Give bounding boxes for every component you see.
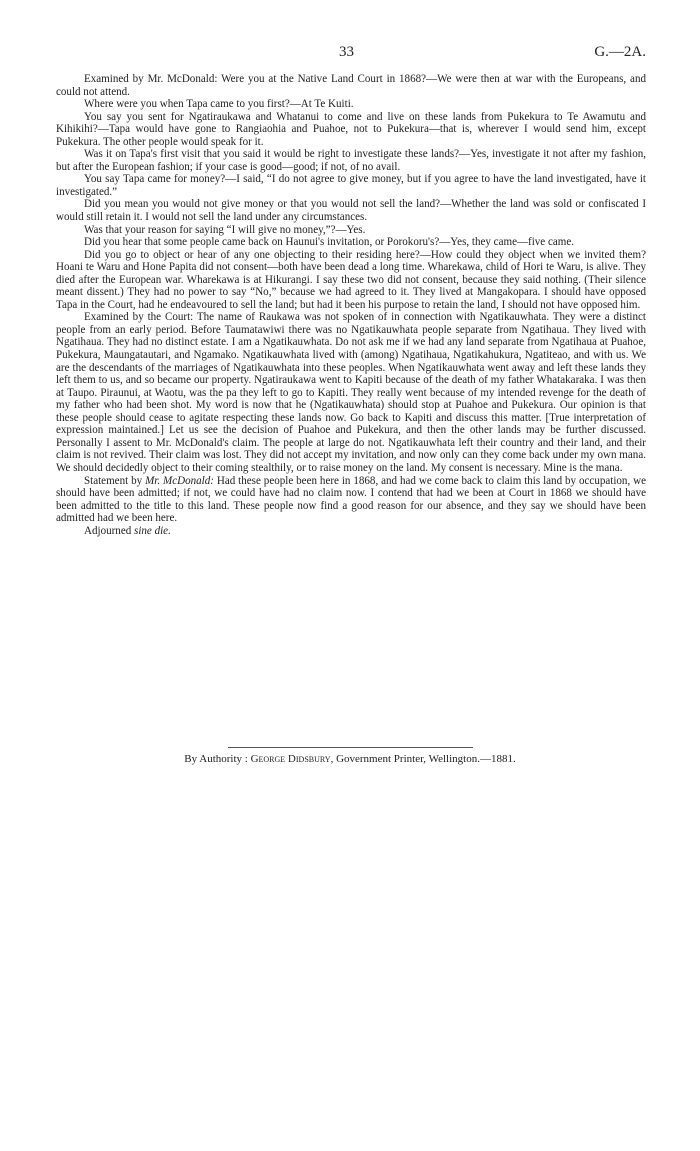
paragraph (56, 525, 646, 538)
paragraph (56, 148, 646, 173)
paragraph-text: Examined by Mr. McDonald: Were you at the Native Land Court in 1868?—We were then at war with the Europeans, and could not attend. (56, 73, 646, 98)
document-reference: G.—2A. (594, 44, 646, 60)
paragraph-text: Examined by the Court: The name of Raukawa was not spoken of in connection with Ngatikauwhata. They were a distinct people from an early period. Before Taumatawiwi there was no Ngatikauwhata people separate from Ngatihaua. They lived with Ngatihaua. They had no distinct estate. I am a Ngatikauwhata. Do not ask me if we had any land separate from Ngatihaua at Puahoe, Pukekura, Maungatautari, and Ngamako. Ngatikauwhata lived with (among) Ngatihaua, Ngatikahukura, Ngatiteao, and with us. We are the descendants of the marriages of Ngatikauwhata into these peoples. When Ngatikauwhata went away and left these lands they left them to us, and so became our property. Ngatiraukawa went to Kapiti because of the death of my father Whatakaraka. I was then at Taupo. Piraunui, at Waotu, was the pa they left to go to Kapiti. They really went because of my intended revenge for the death of my father who had been shot. My word is now that he (Ngatikauwhata) should stop at Puahoe and Pukekura. Our opinion is that these people should cease to agitate respecting these lands now. Go back to Kapiti and discuss this matter. [True interpretation of expression maintained.] Let us see the decision of Puahoe and Pukekura, and then the other lands may be further discussed. Personally I assent to Mr. McDonald's claim. The people at large do not. Ngatikauwhata left their country and their land, and their claim is not revived. Their claim was lost. They did not accept my invitation, and now only can they come back under my own mana. We should decidedly object to their coming stealthily, or to raise money on the land. My consent is necessary. Mine is the mana. (56, 311, 646, 474)
paragraph (56, 73, 646, 98)
paragraph-text: Where were you when Tapa came to you first?—At Te Kuiti. (84, 98, 354, 111)
imprint-prefix: By Authority : (184, 753, 251, 765)
paragraph (56, 98, 646, 111)
emphasis-text: Mr. McDonald: (145, 474, 214, 487)
paragraph-text: Was it on Tapa's first visit that you said it would be right to investigate these lands?—Yes, investigate it not after my fashion, but after the European fashion; if your case is good—good; if not, of no avail. (56, 148, 646, 173)
paragraph-text: Was that your reason for saying “I will give no money,”?—Yes. (84, 223, 366, 236)
body-text (56, 73, 646, 537)
imprint-suffix: , Government Printer, Wellington.—1881. (330, 753, 516, 765)
paragraph-text: Did you go to object or hear of any one objecting to their residing here?—How could they object when we invited them? Hoani te Waru and Hone Papita did not consent—both have been dead a long time. Wharekawa, child of Hori te Waru, is alive. They died after the European war. Wharekawa is at Hikurangi. I say these two did not consent, because they said nothing. (Their silence meant dissent.) They had no power to say “No,” because we had agreed to it. They lived at Mangakopara. I should have opposed Tapa in the Court, had he endeavoured to sell the land; but had it been his purpose to retain the land, I should not have opposed him. (56, 248, 646, 311)
page-header (0, 44, 700, 64)
paragraph-text: You say you sent for Ngatiraukawa and Whatanui to come and live on these lands from Pukekura to Te Awamutu and Kihikihi?—Tapa would have gone to Rangiaohia and Puahoe, not to Pukekura—that is, wherever I would send him, except Pukekura. The other people would speak for it. (56, 110, 646, 148)
paragraph-text: Did you hear that some people came back on Haunui's invitation, or Porokoru's?—Yes, they came—five came. (84, 236, 575, 249)
paragraph (56, 236, 646, 249)
paragraph (56, 198, 646, 223)
page-number: 33 (339, 44, 354, 60)
paragraph-text: You say Tapa came for money?—I said, “I do not agree to give money, but if you agree to have the land investigated, have it investigated.” (56, 173, 646, 198)
footer-rule (228, 747, 473, 748)
paragraph (56, 475, 646, 525)
paragraph (56, 311, 646, 474)
paragraph-text: Statement by (84, 474, 146, 487)
paragraph (56, 224, 646, 237)
paragraph-text: Had these people been here in 1868, and had we come back to claim this land by occupation, we should have been admitted; if not, we could have had no claim now. I contend that had we been at Court in 1868 we should have been admitted to the title to this land. These people now find a good reason for our absence, and they say we should have been admitted had we been here. (56, 474, 647, 525)
paragraph (56, 111, 646, 149)
paragraph-text: Adjourned (84, 524, 135, 537)
printer-imprint (0, 753, 700, 765)
paragraph (56, 249, 646, 312)
paragraph (56, 173, 646, 198)
printer-name: George Didsbury (250, 753, 331, 765)
paragraph-text: Did you mean you would not give money or that you would not sell the land?—Whether the land was sold or confiscated I would still retain it. I would not sell the land under any circumstances. (56, 198, 646, 224)
emphasis-text: sine die. (134, 524, 171, 537)
